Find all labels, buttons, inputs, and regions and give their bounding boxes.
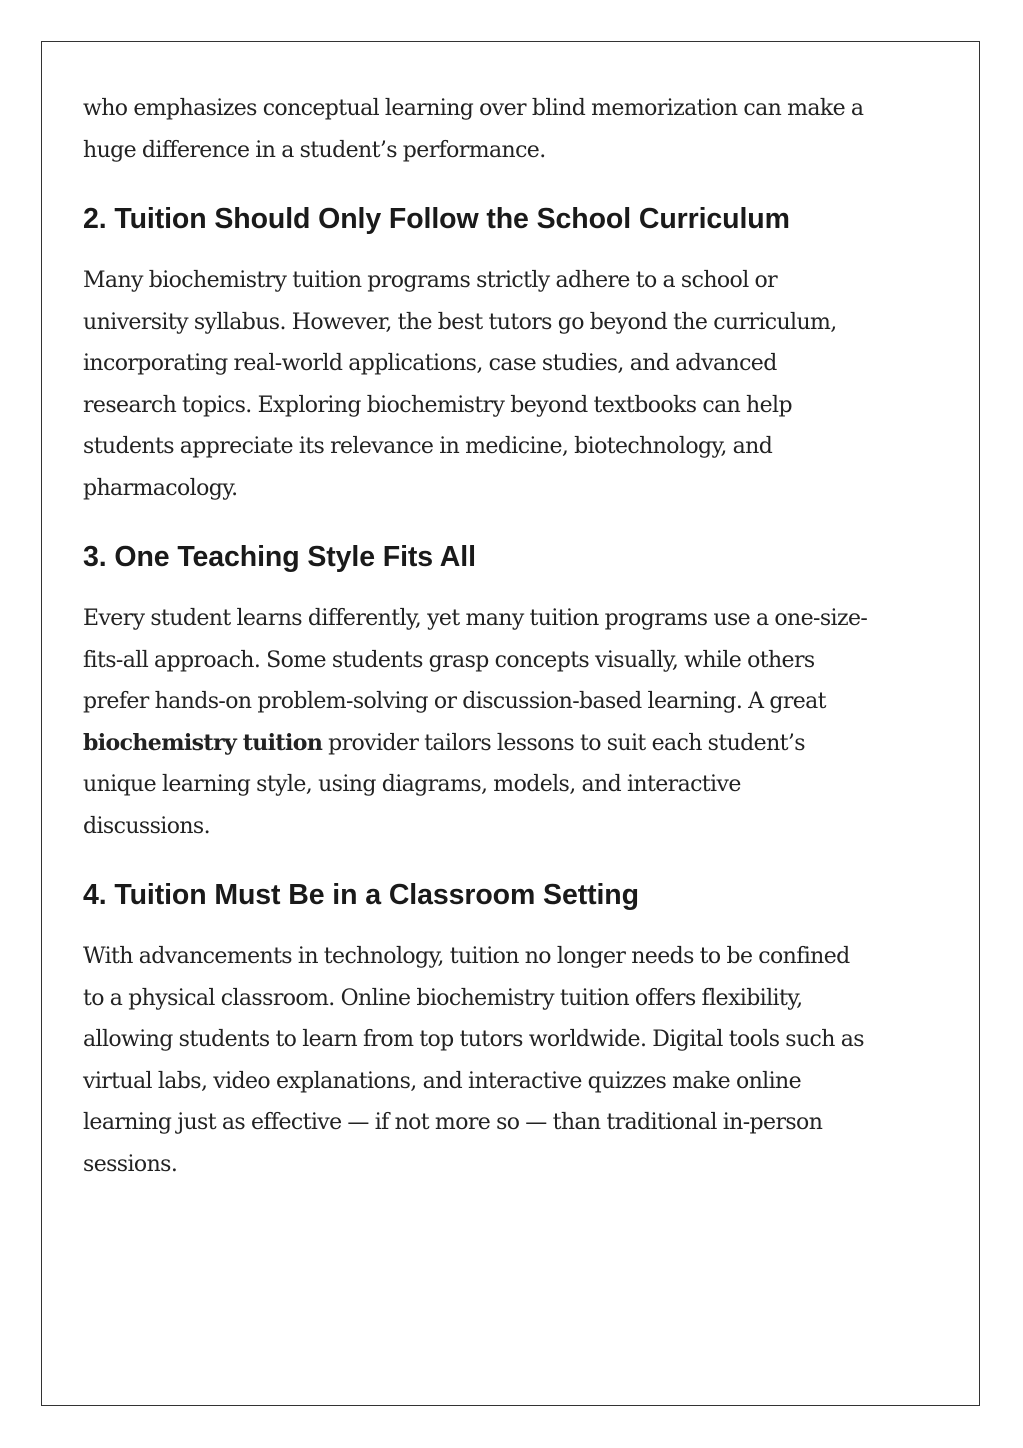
section-heading-3: 3. One Teaching Style Fits All xyxy=(83,541,476,573)
paragraph-text: provider tailors lessons to suit each student’s unique learning style, using diagrams, models, and interactive discussions. xyxy=(83,730,805,839)
paragraph-text: Every student learns differently, yet many tuition programs use a one-size-fits-all approach. Some students grasp concepts visually, while others prefer hands-on problem-solving or discussion-based learning. A great xyxy=(83,606,868,714)
section-paragraph-3 xyxy=(83,598,873,847)
intro-paragraph: who emphasizes conceptual learning over blind memorization can make a huge difference in a student’s performance. xyxy=(83,96,864,163)
section-heading-2: 2. Tuition Should Only Follow the School Curriculum xyxy=(83,203,790,235)
bold-keyword: biochemistry tuition xyxy=(83,729,323,756)
section-paragraph-4: With advancements in technology, tuition no longer needs to be confined to a physical classroom. Online biochemistry tuition offers flexibility, allowing students to learn from top tutors worldwide. Digital tools such as virtual labs, video explanations, and interactive quizzes make online learning just as effective — if not more so — than traditional in-person sessions. xyxy=(83,944,864,1177)
section-heading-4: 4. Tuition Must Be in a Classroom Setting xyxy=(83,879,639,911)
document-content xyxy=(83,88,873,1185)
section-paragraph-2: Many biochemistry tuition programs strictly adhere to a school or university syllabus. However, the best tutors go beyond the curriculum, incorporating real-world applications, case studies, and advanced research topics. Exploring biochemistry beyond textbooks can help students appreciate its relevance in medicine, biotechnology, and pharmacology. xyxy=(83,268,837,501)
